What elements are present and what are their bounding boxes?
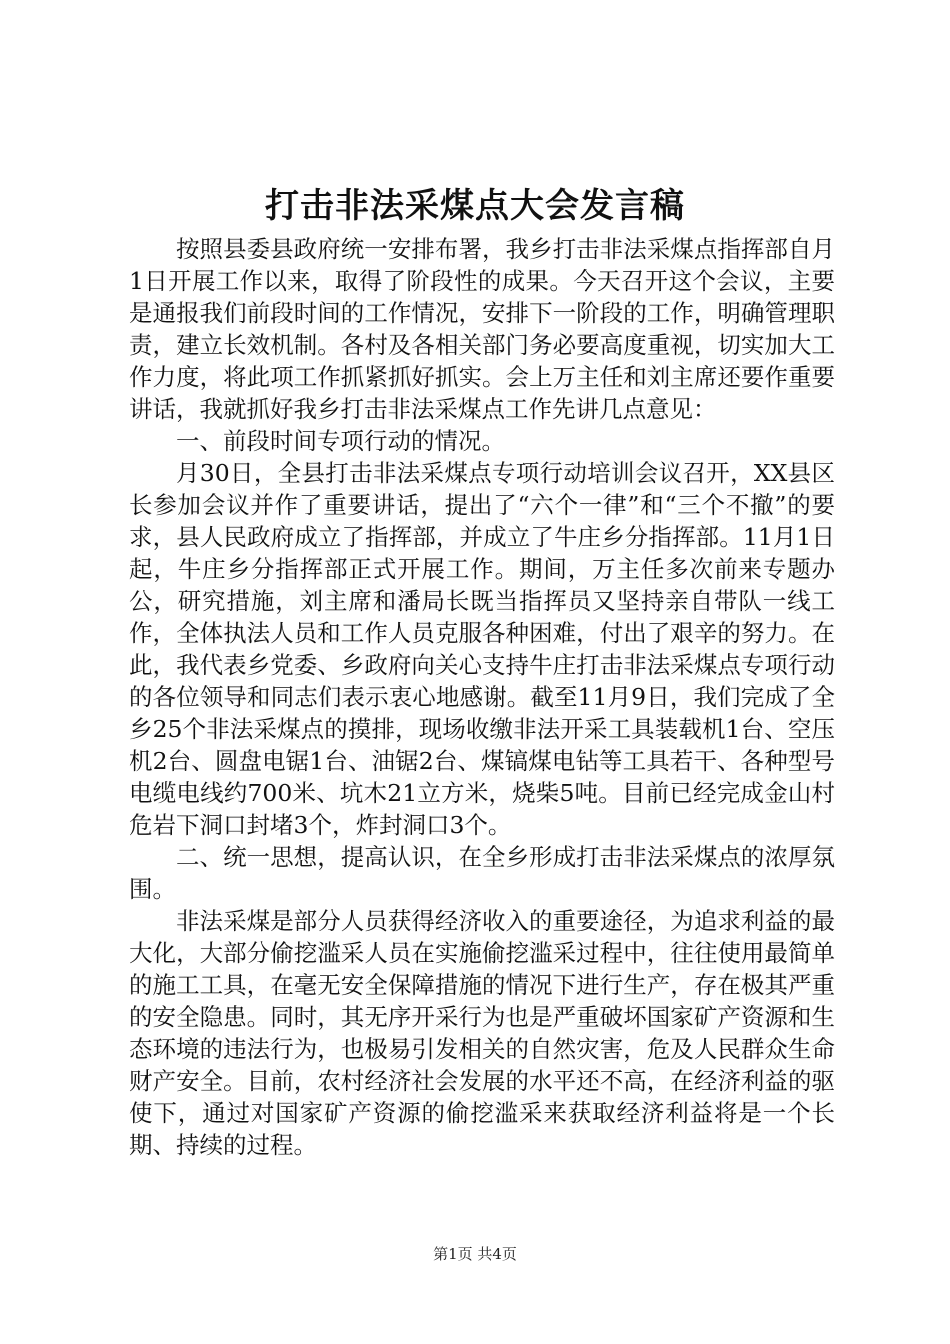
section-heading-1: 一、前段时间专项行动的情况。 xyxy=(176,427,505,455)
paragraph-section-2: 非法采煤是部分人员获得经济收入的重要途径，为追求利益的最大化，大部分偷挖滥采人员在实施偷挖滥采过程中，往往使用最简单的施工工具，在毫无安全保障措施的情况下进行生产，存在极其严重的安全隐患。同时，其无序开采行为也是严重破坏国家矿产资源和生态环境的违法行为，也极易引发相关的自然灾害，危及人民群众生命财产安全。目前，农村经济社会发展的水平还不高，在经济利益的驱使下，通过对国家矿产资源的偷挖滥采来获取经济利益将是一个长期、持续的过程。 xyxy=(129,907,835,1159)
paragraph-intro: 按照县委县政府统一安排布署，我乡打击非法采煤点指挥部自月1日开展工作以来，取得了阶段性的成果。今天召开这个会议，主要是通报我们前段时间的工作情况，安排下一阶段的工作，明确管理职责，建立长效机制。各村及各相关部门务必要高度重视，切实加大工作力度，将此项工作抓紧抓好抓实。会上万主任和刘主席还要作重要讲话，我就抓好我乡打击非法采煤点工作先讲几点意见： xyxy=(129,235,835,423)
paragraph-section-1: 月30日，全县打击非法采煤点专项行动培训会议召开，XX县区长参加会议并作了重要讲话，提出了“六个一律”和“三个不撤”的要求，县人民政府成立了指挥部，并成立了牛庄乡分指挥部。11月1日起，牛庄乡分指挥部正式开展工作。期间，万主任多次前来专题办公，研究措施，刘主席和潘局长既当指挥员又坚持亲自带队一线工作，全体执法人员和工作人员克服各种困难，付出了艰辛的努力。在此，我代表乡党委、乡政府向关心支持牛庄打击非法采煤点专项行动的各位领导和同志们表示衷心地感谢。截至11月9日，我们完成了全乡25个非法采煤点的摸排，现场收缴非法开采工具装载机1台、空压机2台、圆盘电锯1台、油锯2台、煤镐煤电钻等工具若干、各种型号电缆电线约700米、坑木21立方米，烧柴5吨。目前已经完成金山村危岩下洞口封堵3个，炸封洞口3个。 xyxy=(129,459,835,839)
section-heading-2: 二、统一思想，提高认识，在全乡形成打击非法采煤点的浓厚氛围。 xyxy=(129,843,835,903)
page-number-footer: 第1页 共4页 xyxy=(433,1245,517,1263)
document-title: 打击非法采煤点大会发言稿 xyxy=(265,186,685,226)
document-body xyxy=(129,233,835,1161)
